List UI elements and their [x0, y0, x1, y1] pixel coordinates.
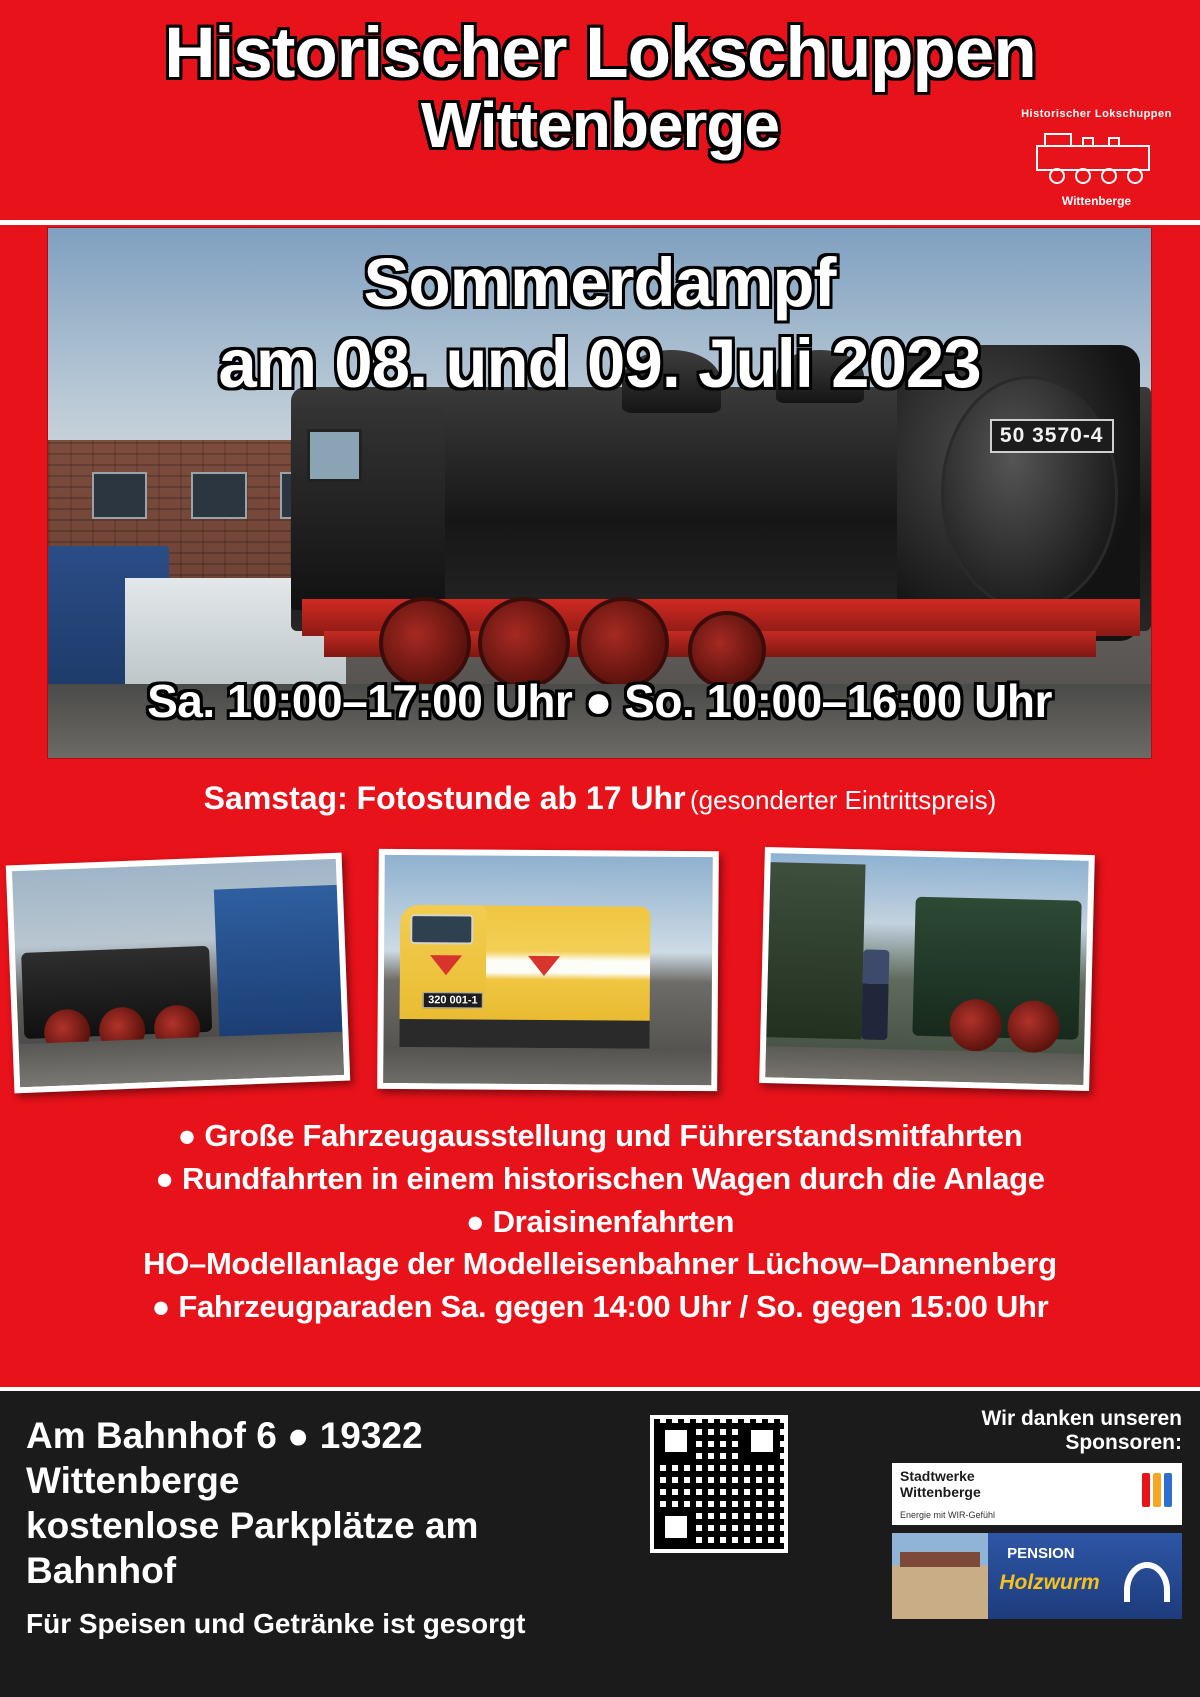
qr-finder-top-right: [744, 1423, 780, 1459]
hero-image: [48, 228, 1151, 758]
photo-hour-note-small: (gesonderter Eintrittspreis): [689, 785, 997, 815]
pension-building-photo: [892, 1533, 988, 1619]
photo-hour-note-strong: Samstag: Fotostunde ab 17 Uhr: [203, 780, 686, 816]
pension-logo-panel: [988, 1533, 1182, 1619]
photo2-ground: [383, 1046, 711, 1085]
logo-top-text: Historischer Lokschuppen: [1021, 108, 1172, 120]
list-item: ● Fahrzeugparaden Sa. gegen 14:00 Uhr / So. gegen 15:00 Uhr: [151, 1289, 1049, 1325]
address-line-3: Für Speisen und Getränke ist gesorgt: [26, 1607, 526, 1639]
worm-icon: [1124, 1562, 1170, 1602]
address-line-2: kostenlose Parkplätze am Bahnhof: [26, 1505, 479, 1592]
list-item: ● Große Fahrzeugausstellung und Führerstandsmitfahrten: [177, 1118, 1023, 1153]
photo-steam-loco-blue-coach: [6, 853, 351, 1094]
poster-header: [0, 0, 1200, 225]
photo2-chevron-marking: [430, 955, 462, 975]
organization-logo: [1019, 108, 1174, 208]
page-title-line1: Historischer Lokschuppen: [164, 14, 1036, 93]
qr-finder-top-left: [658, 1423, 694, 1459]
photo2-underframe: [400, 1019, 649, 1048]
sponsor-name-line2: Wittenberge: [900, 1483, 981, 1500]
photo3-person: [862, 950, 890, 1040]
hero-text-group: [48, 244, 1151, 403]
hero-opening-hours: Sa. 10:00–17:00 Uhr ● So. 10:00–16:00 Uhr: [147, 675, 1052, 727]
qr-code[interactable]: [650, 1415, 788, 1553]
photo-strip: [0, 845, 1200, 1105]
photo3-wheel: [1007, 1000, 1060, 1053]
photo-3-content: [765, 853, 1088, 1085]
pension-roof: [900, 1552, 980, 1567]
hero-loco-smokebox-door: [941, 376, 1117, 609]
sponsors-block: [892, 1407, 1182, 1627]
sponsors-title: Wir danken unseren Sponsoren:: [981, 1407, 1182, 1454]
logo-bottom-text: Wittenberge: [1061, 194, 1132, 208]
list-item: ● Rundfahrten in einem historischen Wagen durch die Anlage: [155, 1160, 1045, 1196]
stadtwerke-logo-icon: [1142, 1473, 1172, 1507]
photo-yellow-diesel-loco: [377, 849, 719, 1091]
photo1-blue-coach: [214, 885, 343, 1045]
photo2-cab-window: [410, 914, 473, 944]
address-line-1: Am Bahnhof 6 ● 19322 Wittenberge: [26, 1415, 423, 1502]
photo-2-content: [383, 855, 713, 1085]
hero-building-window: [191, 472, 246, 520]
photo3-dark-coach: [766, 862, 866, 1039]
hero-date: am 08. und 09. Juli 2023: [218, 325, 981, 403]
hero-loco-number-plate: 50 3570-4: [990, 419, 1114, 453]
footer-address-block: [26, 1413, 636, 1640]
pension-word-2: Holzwurm: [999, 1570, 1100, 1594]
photo2-number-plate: 320 001-1: [423, 992, 483, 1008]
sponsor-stadtwerke-wittenberge[interactable]: [892, 1463, 1182, 1525]
photo2-chevron-marking: [528, 956, 560, 976]
list-item: ● Draisinenfahrten: [465, 1203, 735, 1239]
hero-building-window: [92, 472, 147, 520]
list-item: HO–Modellanlage der Modelleisenbahner Lüchow–Dannenberg: [143, 1246, 1057, 1282]
qr-finder-bottom-left: [658, 1509, 694, 1545]
photo-hour-note: [0, 780, 1200, 817]
photo3-ground: [765, 1046, 1084, 1085]
steam-locomotive-icon: [1031, 124, 1161, 186]
hero-loco-cab-window: [307, 429, 362, 482]
pension-word-1: PENSION: [1007, 1545, 1075, 1563]
hero-headline: Sommerdampf: [363, 244, 836, 321]
sponsor-name-line1: Stadtwerke: [900, 1468, 975, 1484]
sponsor-slogan: Energie mit WIR-Gefühl: [900, 1510, 996, 1520]
sponsor-pension-holzwurm[interactable]: [892, 1533, 1182, 1619]
poster-footer: [0, 1387, 1200, 1697]
photo-green-tank-loco: [759, 847, 1095, 1091]
photo-1-content: [12, 859, 344, 1087]
page-title-line2: Wittenberge: [420, 89, 780, 161]
program-list: [0, 1115, 1200, 1329]
